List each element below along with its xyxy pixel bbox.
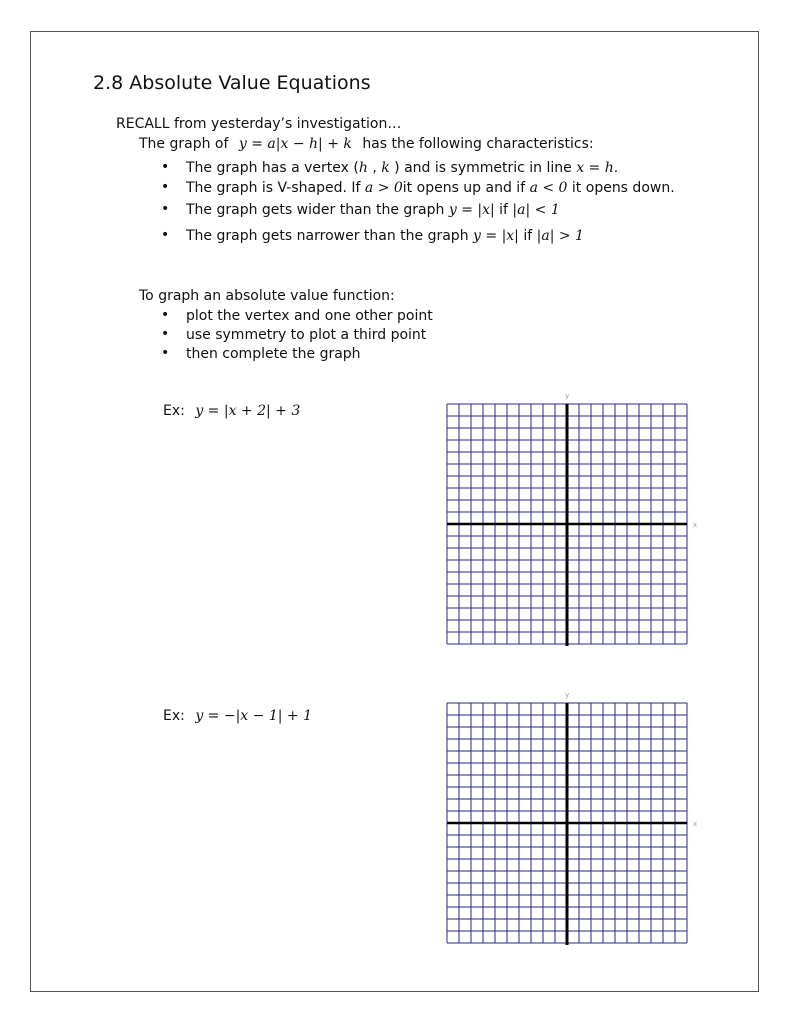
characteristic-v-shape (186, 180, 675, 196)
graph-of-line (139, 136, 594, 152)
math-condition: |a| > 1 (536, 228, 584, 244)
example-2 (163, 708, 312, 724)
example-1 (163, 403, 300, 419)
graph-of-prefix: The graph of (139, 136, 229, 152)
bullet-text: The graph is V-shaped. If (186, 180, 365, 196)
bullet-dot: • (161, 326, 170, 342)
bullet-dot: • (161, 227, 170, 243)
characteristic-wider (186, 202, 560, 218)
y-axis-label: y (565, 691, 570, 699)
procedure-step: plot the vertex and one other point (186, 308, 433, 324)
math-k: k (381, 160, 390, 176)
bullet-dot: • (161, 179, 170, 195)
coordinate-grid-1[interactable] (440, 389, 702, 647)
characteristic-narrower (186, 228, 584, 244)
bullet-text: . (613, 160, 619, 176)
math-condition: |a| < 1 (512, 202, 560, 218)
vertex-form-equation: y = a|x − h| + k (238, 136, 352, 152)
example-label: Ex: (163, 708, 185, 724)
procedure-heading: To graph an absolute value function: (139, 288, 395, 304)
bullet-text: if (518, 228, 537, 244)
procedure-step: use symmetry to plot a third point (186, 327, 427, 343)
bullet-text: , (367, 160, 382, 176)
math-a-positive: a > 0 (364, 180, 403, 196)
bullet-dot: • (161, 159, 170, 175)
graph-of-suffix: has the following characteristics: (362, 136, 594, 152)
y-axis-label: y (565, 392, 570, 400)
math-symmetry-line: x = h (576, 160, 614, 176)
bullet-text: it opens up and if (402, 180, 530, 196)
bullet-text: The graph has a vertex ( (186, 160, 359, 176)
x-axis-label: x (693, 820, 698, 828)
example-equation: y = |x + 2| + 3 (195, 403, 301, 419)
bullet-text: The graph gets narrower than the graph (186, 228, 474, 244)
procedure-step: then complete the graph (186, 346, 361, 362)
x-axis-label: x (693, 521, 698, 529)
page-title: 2.8 Absolute Value Equations (93, 72, 371, 94)
bullet-text: if (494, 202, 513, 218)
recall-intro: RECALL from yesterday’s investigation… (116, 116, 402, 132)
bullet-text: The graph gets wider than the graph (186, 202, 449, 218)
math-a-negative: a < 0 (529, 180, 568, 196)
characteristic-vertex (186, 160, 618, 176)
bullet-dot: • (161, 201, 170, 217)
bullet-dot: • (161, 307, 170, 323)
example-label: Ex: (163, 403, 185, 419)
math-parent-function: y = |x| (473, 228, 519, 244)
math-h: h (358, 160, 368, 176)
math-parent-function: y = |x| (448, 202, 495, 218)
bullet-text: it opens down. (567, 180, 675, 196)
bullet-text: ) and is symmetric in line (389, 160, 577, 176)
coordinate-grid-2[interactable] (440, 688, 702, 946)
example-equation: y = −|x − 1| + 1 (195, 708, 312, 724)
bullet-dot: • (161, 345, 170, 361)
